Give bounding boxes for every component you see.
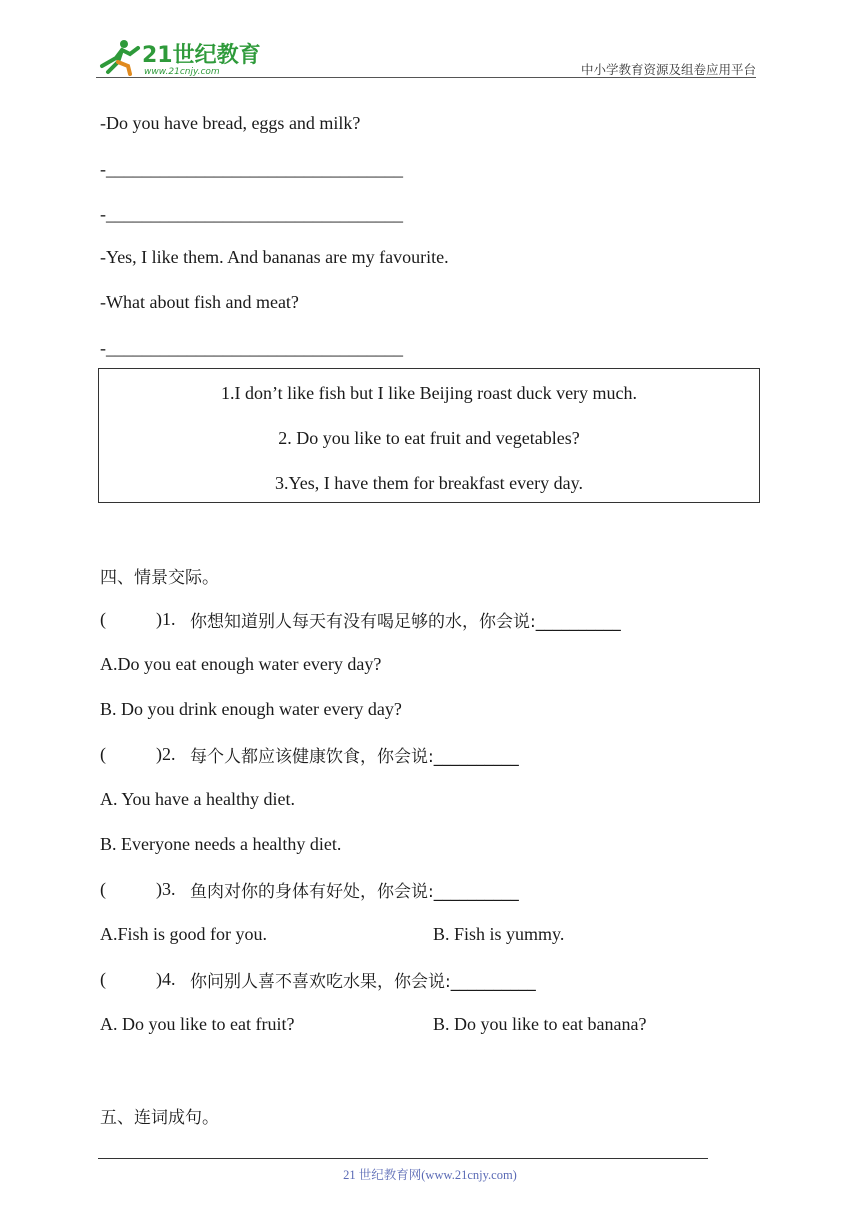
choice-a: A.Do you eat enough water every day? (100, 654, 382, 674)
choice-b: B. Do you drink enough water every day? (100, 699, 402, 719)
choice-b: B. Fish is yummy. (433, 924, 565, 944)
footer-divider (98, 1158, 708, 1159)
option-sentence: 1.I don’t like fish but I like Beijing roast duck very much. (220, 383, 638, 403)
question-text: 每个人都应该健康饮食，你会说:__________ (190, 747, 519, 767)
question-number: )1. (156, 609, 176, 629)
answer-paren[interactable]: ( (100, 744, 106, 764)
dialogue-line: -Do you have bread, eggs and milk? (100, 113, 361, 133)
question-number: )2. (156, 744, 176, 764)
dialogue-line: -What about fish and meat? (100, 292, 299, 312)
options-box (98, 368, 760, 503)
dialogue-line: -Yes, I like them. And bananas are my favourite. (100, 247, 449, 267)
option-sentence: 2. Do you like to eat fruit and vegetables? (278, 428, 580, 448)
answer-paren[interactable]: ( (100, 969, 106, 989)
platform-name: 中小学教育资源及组卷应用平台 (580, 62, 756, 77)
section-title: 五、连词成句。 (100, 1108, 219, 1128)
section-title: 四、情景交际。 (100, 568, 219, 588)
svg-text:21世纪教育: 21世纪教育 (142, 43, 261, 68)
question-text: 鱼肉对你的身体有好处，你会说:__________ (190, 882, 519, 902)
footer-text: 21 世纪教育网(www.21cnjy.com) (343, 1168, 517, 1182)
choice-a: A.Fish is good for you. (100, 924, 268, 944)
option-sentence: 3.Yes, I have them for breakfast every day. (275, 473, 583, 493)
question-text: 你想知道别人每天有没有喝足够的水，你会说:__________ (190, 612, 621, 632)
site-logo (94, 36, 264, 78)
runner-icon (102, 40, 138, 74)
question-number: )4. (156, 969, 176, 989)
answer-blank[interactable]: -_________________________________ (100, 159, 403, 179)
answer-paren[interactable]: ( (100, 879, 106, 899)
svg-text:www.21cnjy.com: www.21cnjy.com (144, 67, 220, 77)
answer-blank[interactable]: -_________________________________ (100, 204, 403, 224)
choice-b: B. Do you like to eat banana? (433, 1014, 647, 1034)
answer-blank[interactable]: -_________________________________ (100, 338, 403, 358)
answer-paren[interactable]: ( (100, 609, 106, 629)
choice-a: A. You have a healthy diet. (100, 789, 295, 809)
choice-b: B. Everyone needs a healthy diet. (100, 834, 342, 854)
question-number: )3. (156, 879, 176, 899)
question-text: 你问别人喜不喜欢吃水果，你会说:__________ (190, 972, 536, 992)
header-divider (96, 77, 756, 78)
choice-a: A. Do you like to eat fruit? (100, 1014, 295, 1034)
